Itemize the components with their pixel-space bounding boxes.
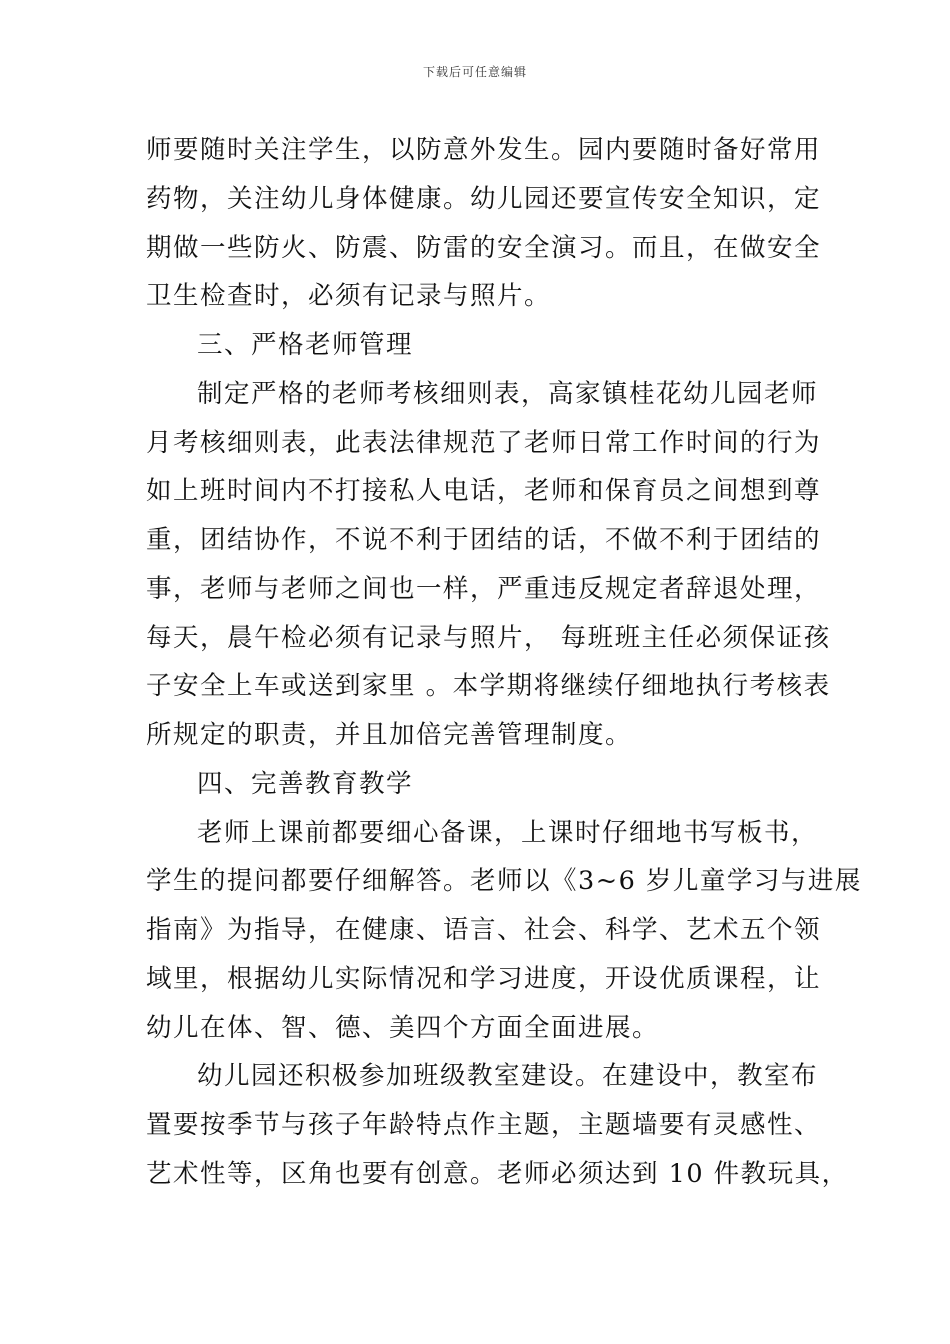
body-line: 子安全上车或送到家里 。本学期将继续仔细地执行考核表 xyxy=(146,671,831,702)
body-line: 指南》为指导，在健康、语言、社会、科学、艺术五个领 xyxy=(146,915,822,945)
paragraph-start: 幼儿园还积极参加班级教室建设。在建设中，教室布 xyxy=(197,1061,819,1092)
body-line: 置要按季节与孩子年龄特点作主题，主题墙要有灵感性、 xyxy=(146,1110,822,1140)
body-line: 事，老师与老师之间也一样，严重违反规定者辞退处理， xyxy=(146,573,822,604)
body-line: 药物，关注幼儿身体健康。幼儿园还要宣传安全知识，定 xyxy=(146,183,822,214)
page-header: 下载后可任意编辑 xyxy=(422,65,527,79)
body-line: 学生的提问都要仔细解答。老师以《3~6 岁儿童学习与进展 xyxy=(146,866,862,897)
body-line: 如上班时间内不打接私人电话，老师和保育员之间想到尊 xyxy=(146,476,822,507)
section-heading-3: 三、严格老师管理 xyxy=(197,330,414,360)
body-line: 域里，根据幼儿实际情况和学习进度，开设优质课程，让 xyxy=(146,963,822,994)
body-line: 所规定的职责，并且加倍完善管理制度。 xyxy=(146,720,633,750)
body-line: 师要随时关注学生，以防意外发生。园内要随时备好常用 xyxy=(146,135,822,165)
paragraph-start: 老师上课前都要细心备课，上课时仔细地书写板书， xyxy=(197,817,819,848)
body-line: 重，团结协作，不说不利于团结的话，不做不利于团结的 xyxy=(146,525,822,555)
section-heading-4: 四、完善教育教学 xyxy=(197,768,414,799)
body-line: 每天，晨午检必须有记录与照片， 每班班主任必须保证孩 xyxy=(146,622,831,653)
body-line: 月考核细则表，此表法律规范了老师日常工作时间的行为 xyxy=(146,427,822,458)
body-line: 幼儿在体、智、德、美四个方面全面进展。 xyxy=(146,1012,660,1043)
paragraph-start: 制定严格的老师考核细则表，高家镇桂花幼儿园老师 xyxy=(197,378,819,409)
body-line: 艺术性等，区角也要有创意。老师必须达到 10 件教玩具， xyxy=(146,1158,849,1189)
document-body xyxy=(146,126,862,1199)
body-line: 期做一些防火、防震、防雷的安全演习。而且，在做安全 xyxy=(146,232,822,263)
body-line: 卫生检查时，必须有记录与照片。 xyxy=(146,281,552,312)
